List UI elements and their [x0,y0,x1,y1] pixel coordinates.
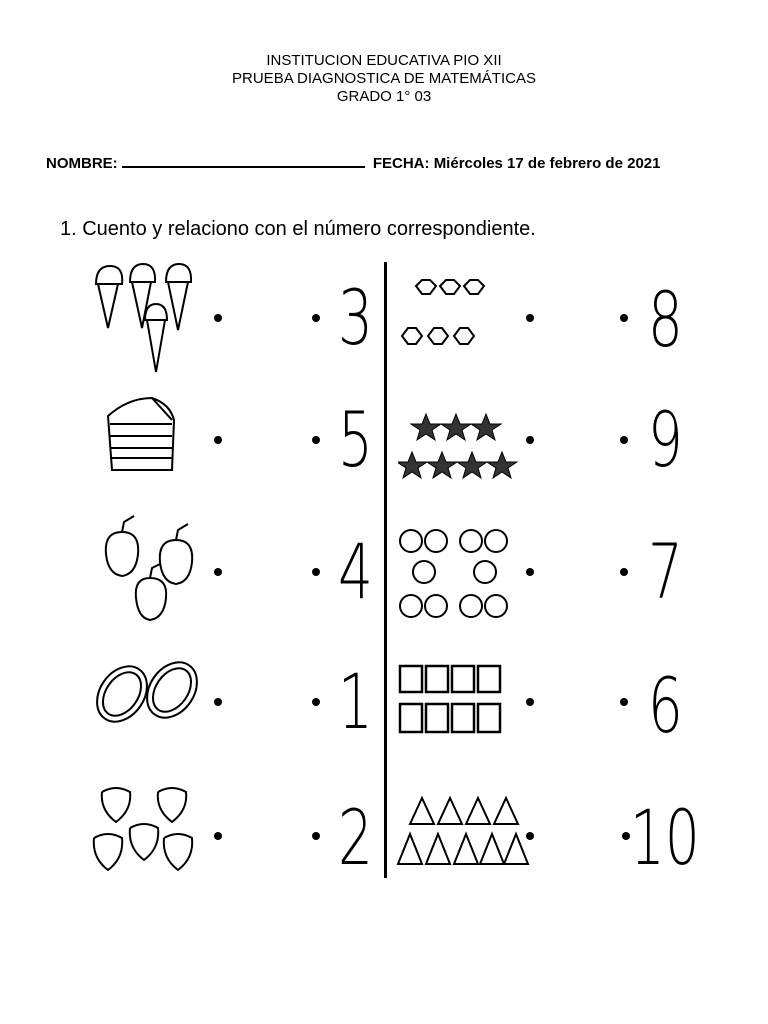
number-label: 9 [648,395,683,484]
number-label: 3 [338,273,373,362]
match-dot[interactable] [312,568,320,576]
number-label: 1 [338,657,373,746]
match-row [0,390,768,510]
school-name: INSTITUCION EDUCATIVA PIO XII [266,52,502,69]
test-title: PRUEBA DIAGNOSTICA DE MATEMÁTICAS [232,70,536,87]
student-info-row [46,152,660,172]
match-dot[interactable] [312,832,320,840]
strawberry-icon [92,780,196,880]
hexagon-icon [398,276,498,356]
name-blank-line[interactable] [122,152,365,168]
match-dot[interactable] [526,568,534,576]
date-label: FECHA: [372,155,430,172]
match-dot[interactable] [312,698,320,706]
document-header [0,52,768,106]
match-dot[interactable] [214,698,222,706]
lemon-icon [92,652,204,728]
number-label: 10 [630,793,700,882]
match-dot[interactable] [214,436,222,444]
match-dot[interactable] [526,832,534,840]
number-label: 4 [338,527,373,616]
number-label: 8 [648,275,683,364]
date-value: Miércoles 17 de febrero de 2021 [433,155,661,172]
cake-icon [104,394,178,474]
star-icon [398,410,518,486]
match-row [0,262,768,382]
exercise-instruction: 1. Cuento y relaciono con el número correspondiente. [60,218,536,240]
match-dot[interactable] [620,436,628,444]
match-dot[interactable] [620,314,628,322]
number-label: 6 [648,661,683,750]
triangle-icon [396,794,530,870]
match-row [0,512,768,632]
match-dot[interactable] [312,436,320,444]
number-label: 7 [648,527,683,616]
match-dot[interactable] [526,436,534,444]
ice-cream-icon [92,262,197,374]
apple-icon [102,512,202,628]
match-dot[interactable] [214,314,222,322]
match-dot[interactable] [620,698,628,706]
number-label: 2 [338,793,373,882]
match-dot[interactable] [214,568,222,576]
circle-icon [398,526,518,628]
number-label: 5 [338,395,373,484]
match-dot[interactable] [214,832,222,840]
match-row [0,646,768,766]
name-label: NOMBRE: [46,155,118,172]
match-dot[interactable] [622,832,630,840]
match-dot[interactable] [620,568,628,576]
square-icon [398,664,506,736]
match-row [0,776,768,896]
match-dot[interactable] [312,314,320,322]
match-dot[interactable] [526,314,534,322]
match-dot[interactable] [526,698,534,706]
grade-label: GRADO 1° 03 [336,88,432,105]
